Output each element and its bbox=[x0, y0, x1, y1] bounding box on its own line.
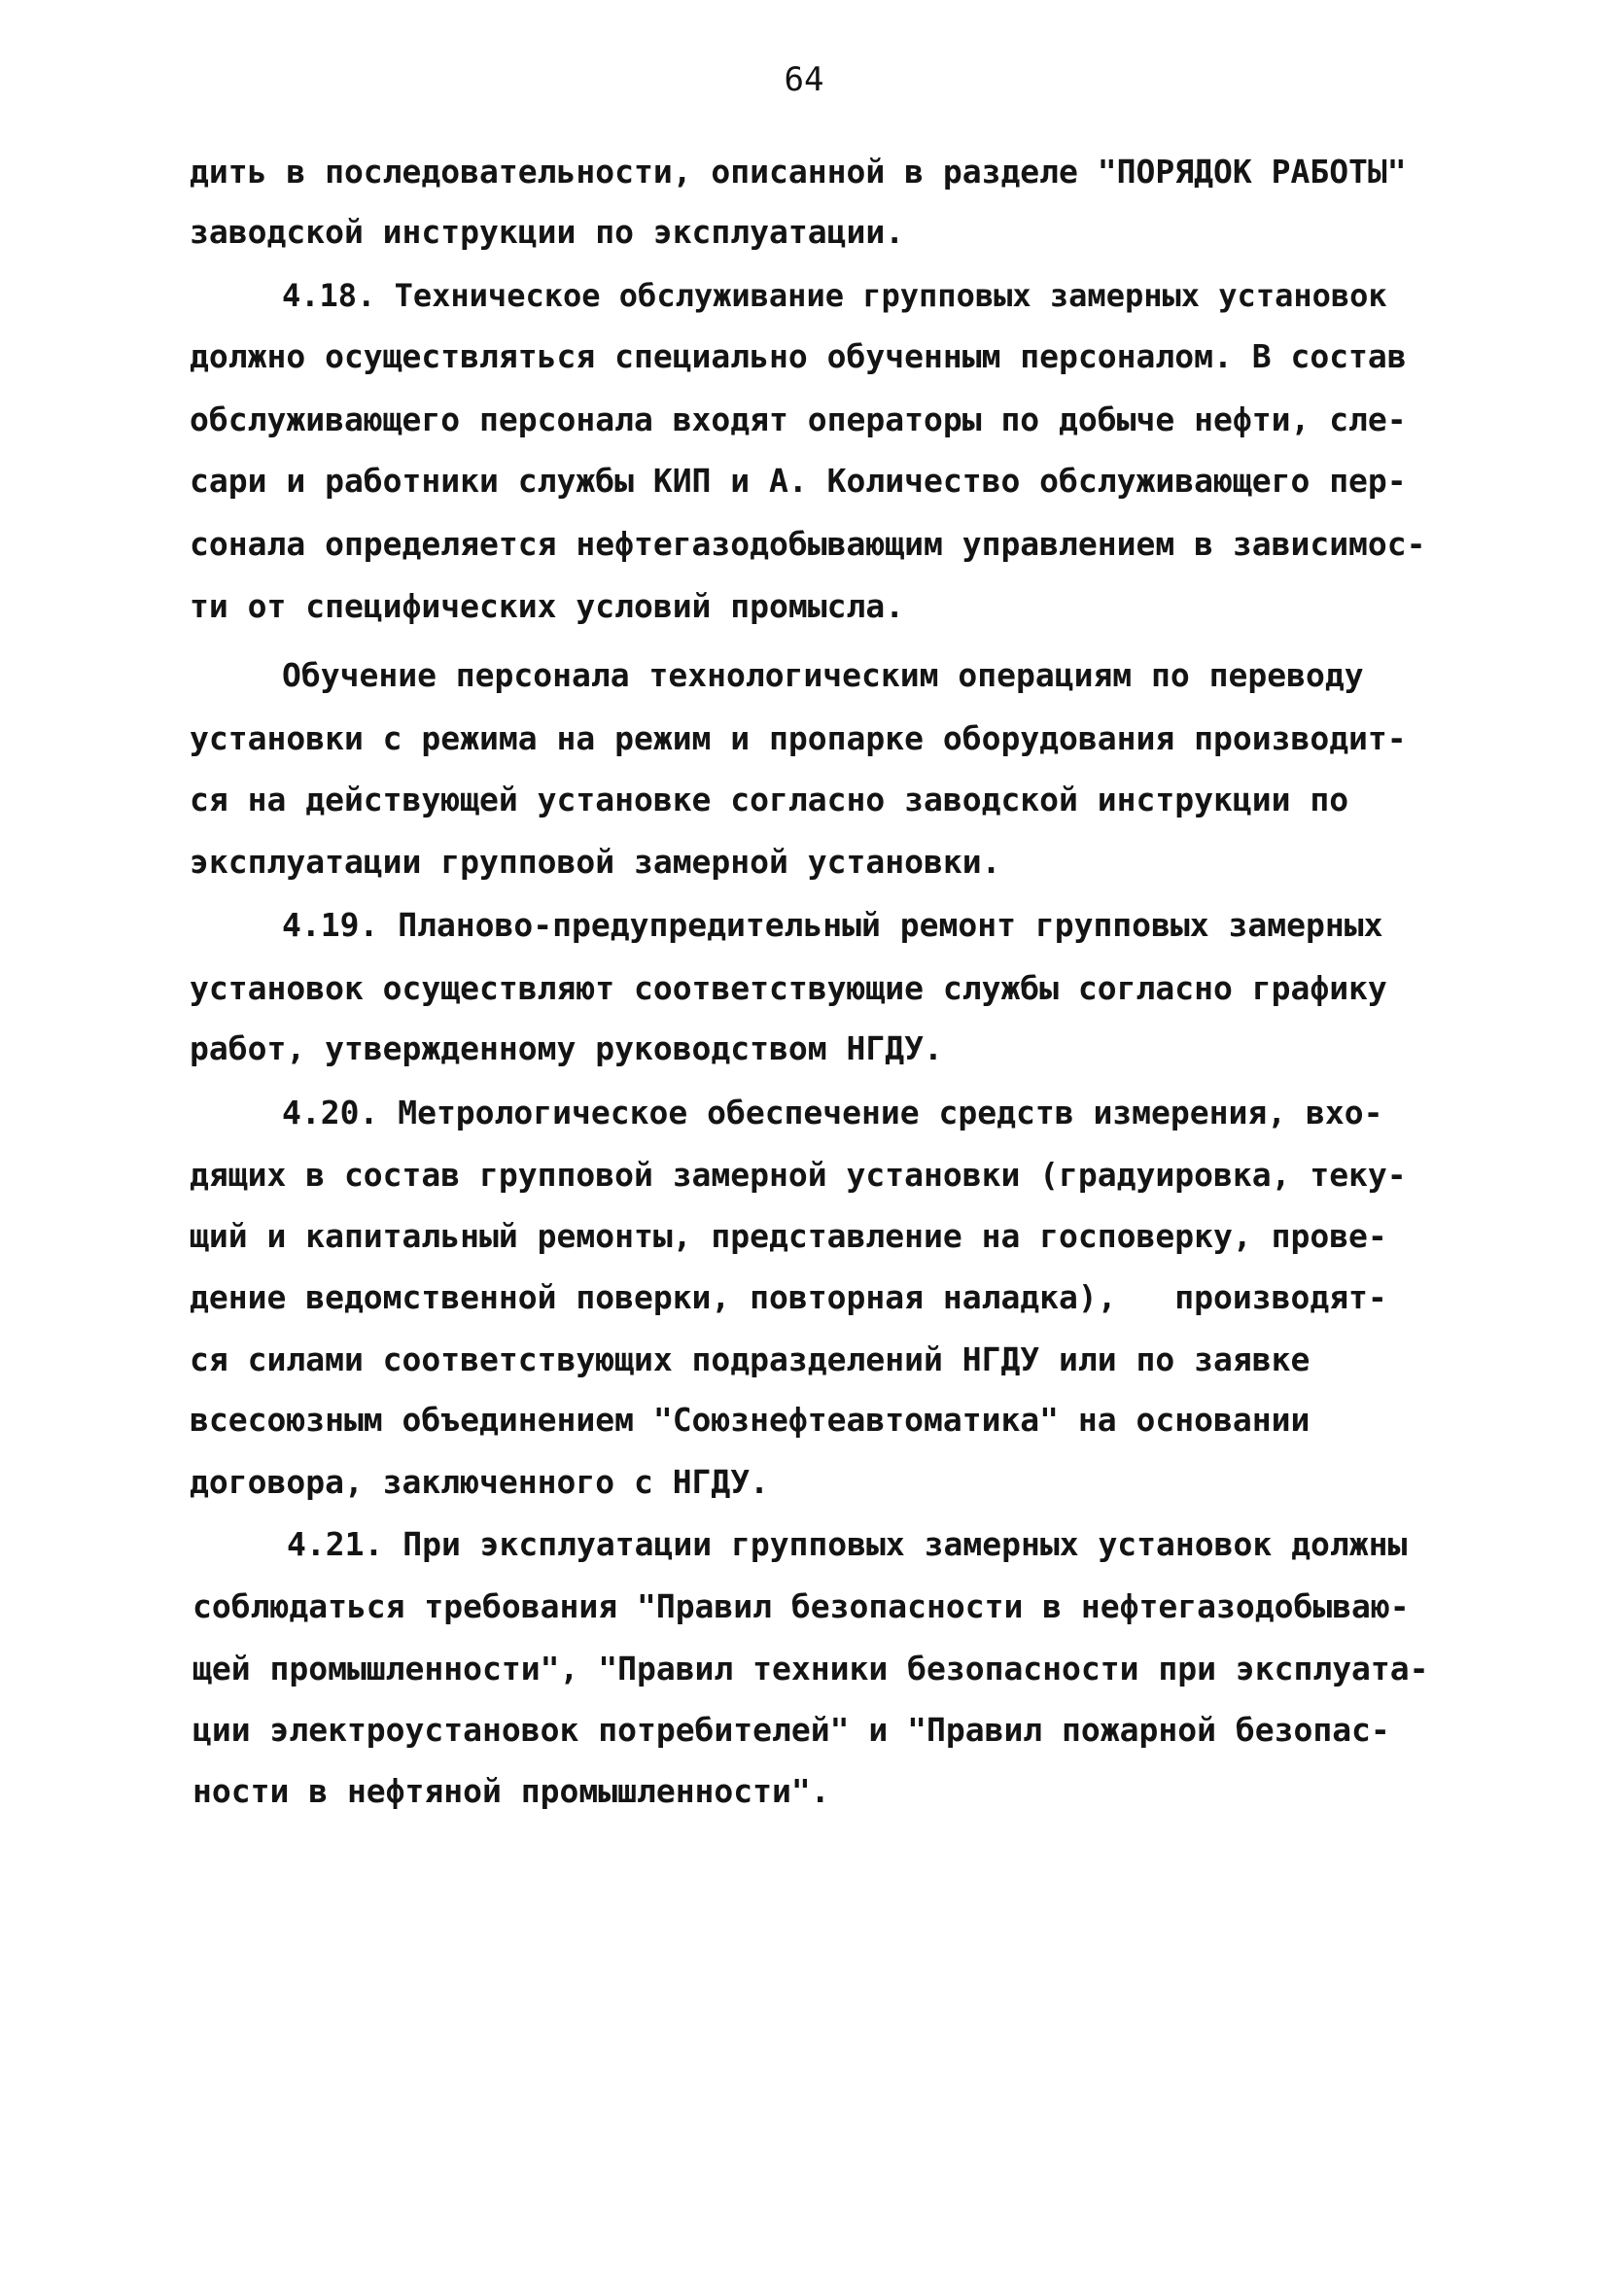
text-line: 4.19. Планово-предупредительный ремонт групповых замерных bbox=[282, 906, 1383, 944]
text-line: договора, заключенного с НГДУ. bbox=[190, 1463, 770, 1501]
text-line: ся на действующей установке согласно заводской инструкции по bbox=[190, 781, 1349, 818]
text-line: 4.20. Метрологическое обеспечение средств измерения, вхо- bbox=[282, 1094, 1383, 1131]
text-line: дить в последовательности, описанной в разделе "ПОРЯДОК РАБОТЫ" bbox=[190, 153, 1407, 191]
text-line: щий и капитальный ремонты, представление на госповерку, прове- bbox=[190, 1217, 1387, 1255]
text-line: ности в нефтяной промышленности". bbox=[192, 1772, 830, 1810]
text-line: сари и работники службы КИП и А. Количество обслуживающего пер- bbox=[190, 462, 1407, 500]
text-line: обслуживающего персонала входят операторы по добыче нефти, сле- bbox=[190, 400, 1407, 438]
text-line: всесоюзным объединением "Союзнефтеавтоматика" на основании bbox=[190, 1401, 1311, 1439]
text-line: сонала определяется нефтегазодобывающим управлением в зависимос- bbox=[190, 525, 1426, 563]
text-line: ся силами соответствующих подразделений НГДУ или по заявке bbox=[190, 1340, 1311, 1378]
text-line: установки с режима на режим и пропарке оборудования производит- bbox=[190, 719, 1407, 757]
text-line: эксплуатации групповой замерной установки. bbox=[190, 843, 1001, 881]
text-line: ции электроустановок потребителей" и "Правил пожарной безопас- bbox=[192, 1711, 1390, 1749]
text-line: дящих в состав групповой замерной установки (градуировка, теку- bbox=[190, 1156, 1407, 1194]
text-line: заводской инструкции по эксплуатации. bbox=[190, 213, 905, 251]
text-line: 4.18. Техническое обслуживание групповых замерных установок bbox=[282, 277, 1387, 314]
text-line: должно осуществляться специально обученным персоналом. В состав bbox=[190, 337, 1407, 375]
text-line: соблюдаться требования "Правил безопасности в нефтегазодобываю- bbox=[192, 1587, 1410, 1625]
page-number: 64 bbox=[784, 60, 824, 99]
text-line: ти от специфических условий промысла. bbox=[190, 587, 905, 625]
text-line: работ, утвержденному руководством НГДУ. bbox=[190, 1029, 943, 1067]
text-line: щей промышленности", "Правил техники безопасности при эксплуата- bbox=[192, 1650, 1429, 1687]
text-line: установок осуществляют соответствующие службы согласно графику bbox=[190, 969, 1387, 1007]
text-line: Обучение персонала технологическим операциям по переводу bbox=[282, 656, 1364, 694]
text-line: дение ведомственной поверки, повторная наладка), производят- bbox=[190, 1278, 1387, 1316]
text-line: 4.21. При эксплуатации групповых замерных установок должны bbox=[287, 1525, 1408, 1563]
